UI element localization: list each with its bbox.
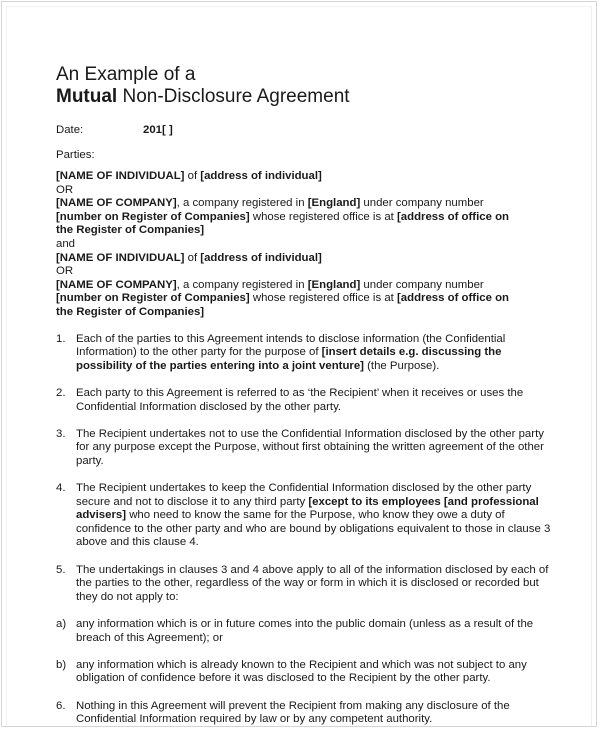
date-label: Date: xyxy=(56,124,84,136)
clause-text-part: The undertakings in clauses 3 and 4 above apply to all of the information disclosed by each of the parties to the other, regardless of the way or form in which it is disclosed or recorded but they do not apply to: xyxy=(76,563,549,603)
clause-text xyxy=(76,333,556,374)
clause-item xyxy=(56,482,556,550)
party-line xyxy=(56,252,556,266)
clause-number: 3. xyxy=(56,427,66,440)
parties-block xyxy=(56,170,556,320)
party-line xyxy=(56,211,556,225)
clause-item xyxy=(56,564,556,605)
clause-number: 1. xyxy=(56,332,66,345)
party-placeholder: [England] xyxy=(307,197,361,210)
document-page xyxy=(1,1,597,727)
clause-text xyxy=(76,618,556,645)
title-rest: Non-Disclosure Agreement xyxy=(117,86,350,107)
party-placeholder: [NAME OF INDIVIDUAL] xyxy=(56,251,185,264)
clause-number: 4. xyxy=(56,482,66,495)
clause-text-part: The Recipient undertakes not to use the Confidential Information disclosed by the other party for any purpose except the Purpose, without first obtaining the written agreement of the other party. xyxy=(76,427,544,467)
clause-item xyxy=(56,387,556,414)
clause-text xyxy=(76,700,556,727)
clause-placeholder: [insert details e.g. discussing the possibility of the parties entering into a joint venture] xyxy=(76,346,502,372)
party-placeholder: [address of individual] xyxy=(200,251,322,264)
party-text: whose registered office is at xyxy=(249,210,397,223)
clause-text xyxy=(76,564,556,605)
party-line xyxy=(56,197,556,211)
clause-text-part: who need to know the same for the Purpose, who know they owe a duty of confidence to the other party and who are bound by obligations equivalent to those in clause 3 above and this clause 4. xyxy=(76,509,551,549)
party-placeholder: [NAME OF INDIVIDUAL] xyxy=(56,170,185,182)
clause-item xyxy=(56,659,556,686)
party-line xyxy=(56,170,556,184)
clause-number: a) xyxy=(56,618,67,630)
date-value: 201[ ] xyxy=(143,124,173,136)
clause-text-part: Nothing in this Agreement will prevent the Recipient from making any disclosure of the Confidential Information required by law or by any competent authority. xyxy=(76,699,510,726)
party-line xyxy=(56,238,556,252)
party-text: , a company registered in xyxy=(176,278,308,291)
clause-text-part: any information which is or in future comes into the public domain (unless as a result of the breach of this Agreement); or xyxy=(76,618,534,644)
party-placeholder: [number on Register of Companies] xyxy=(56,292,250,305)
date-row xyxy=(56,123,556,137)
clauses-list xyxy=(56,333,556,727)
clause-text xyxy=(76,428,556,469)
party-text: of xyxy=(184,170,201,182)
title-bold-word: Mutual xyxy=(56,86,118,107)
clause-item xyxy=(56,333,556,374)
party-line xyxy=(56,184,556,198)
party-text: OR xyxy=(56,183,74,196)
party-placeholder: the Register of Companies] xyxy=(56,305,205,318)
clause-text-part: any information which is already known to the Recipient and which was not subject to any obligation of confidence before it was disclosed to the Recipient by the other party. xyxy=(76,658,527,685)
party-text: OR xyxy=(56,265,74,278)
clause-item xyxy=(56,700,556,727)
party-line xyxy=(56,224,556,238)
party-placeholder: [England] xyxy=(307,278,361,291)
clause-number: b) xyxy=(56,658,67,671)
party-placeholder: [address of individual] xyxy=(200,170,322,182)
party-line xyxy=(56,265,556,279)
party-line xyxy=(56,306,556,320)
parties-label: Parties: xyxy=(56,149,95,161)
party-line xyxy=(56,279,556,293)
document-body xyxy=(56,64,556,740)
party-text: under company number xyxy=(360,197,484,210)
party-placeholder: [address of office on xyxy=(396,292,510,305)
party-line xyxy=(56,292,556,306)
clause-text xyxy=(76,482,556,550)
party-text: whose registered office is at xyxy=(249,292,397,305)
clause-number: 6. xyxy=(56,699,66,712)
party-text: of xyxy=(184,251,201,264)
party-placeholder: the Register of Companies] xyxy=(56,224,205,237)
clause-placeholder: [except to its employees [and professional advisers] xyxy=(76,495,539,522)
clause-text xyxy=(76,659,556,686)
clause-item xyxy=(56,618,556,645)
party-placeholder: [NAME OF COMPANY] xyxy=(56,278,177,291)
clause-item xyxy=(56,428,556,469)
document-title xyxy=(56,64,556,108)
party-text: and xyxy=(56,237,76,250)
clause-text xyxy=(76,387,556,414)
party-text: under company number xyxy=(360,278,484,291)
clause-number: 5. xyxy=(56,563,66,576)
clause-text-part: The Recipient undertakes to keep the Confidential Information disclosed by the other party secure and not to disclose it to any third party xyxy=(76,482,532,508)
party-placeholder: [number on Register of Companies] xyxy=(56,210,250,223)
clause-text-part: Each of the parties to this Agreement intends to disclose information (the Confidential Information) to the other party for the purpose of xyxy=(76,332,506,359)
party-placeholder: [address of office on xyxy=(396,210,510,223)
clause-text-part: (the Purpose). xyxy=(363,359,440,372)
party-text: , a company registered in xyxy=(176,197,308,210)
clause-text-part: Each party to this Agreement is referred to as ‘the Recipient’ when it receives or uses the Confidential Information disclosed by the other party. xyxy=(76,386,524,413)
title-line-1: An Example of a xyxy=(56,64,196,85)
clause-number: 2. xyxy=(56,386,66,399)
party-placeholder: [NAME OF COMPANY] xyxy=(56,197,177,210)
